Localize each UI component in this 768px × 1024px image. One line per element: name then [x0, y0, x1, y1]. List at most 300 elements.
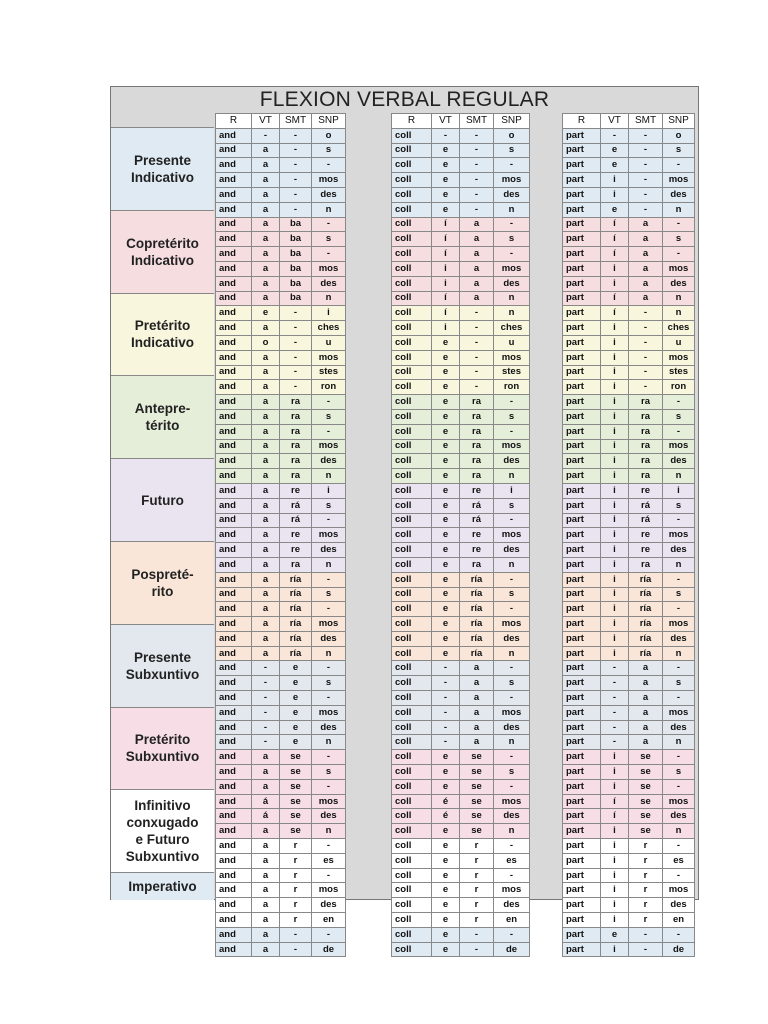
table-row — [392, 232, 530, 247]
table-row — [563, 128, 695, 143]
morpheme-cell: i — [601, 276, 629, 291]
morpheme-cell: mos — [494, 173, 530, 188]
morpheme-cell: i — [601, 765, 629, 780]
morpheme-cell: ría — [629, 617, 663, 632]
morpheme-cell: ra — [280, 454, 312, 469]
morpheme-cell: mos — [494, 261, 530, 276]
morpheme-cell: des — [312, 543, 346, 558]
morpheme-cell: - — [460, 173, 494, 188]
table-row — [563, 335, 695, 350]
morpheme-cell: a — [252, 883, 280, 898]
table-row — [563, 498, 695, 513]
table-row — [563, 942, 695, 957]
root-cell: coll — [392, 839, 432, 854]
morpheme-cell: s — [312, 498, 346, 513]
morpheme-cell: e — [432, 335, 460, 350]
morpheme-cell: ría — [280, 631, 312, 646]
morpheme-cell: r — [280, 913, 312, 928]
morpheme-cell: se — [629, 794, 663, 809]
morpheme-cell: des — [312, 631, 346, 646]
morpheme-cell: - — [601, 676, 629, 691]
root-cell: coll — [392, 691, 432, 706]
morpheme-cell: n — [494, 824, 530, 839]
table-row — [216, 750, 346, 765]
root-cell: coll — [392, 720, 432, 735]
morpheme-cell: des — [663, 454, 695, 469]
morpheme-cell: se — [460, 779, 494, 794]
morpheme-cell: ra — [460, 469, 494, 484]
morpheme-cell: s — [494, 409, 530, 424]
morpheme-cell: des — [494, 276, 530, 291]
root-cell: and — [216, 350, 252, 365]
morpheme-cell: s — [494, 143, 530, 158]
column-header: SMT — [460, 114, 494, 129]
morpheme-cell: en — [494, 913, 530, 928]
morpheme-cell: n — [494, 735, 530, 750]
root-cell: part — [563, 824, 601, 839]
root-cell: part — [563, 217, 601, 232]
morpheme-cell: e — [432, 883, 460, 898]
morpheme-cell: des — [494, 720, 530, 735]
morpheme-cell: - — [494, 691, 530, 706]
table-row — [392, 868, 530, 883]
table-row — [563, 291, 695, 306]
morpheme-cell: - — [460, 927, 494, 942]
table-row — [216, 232, 346, 247]
morpheme-cell: ra — [280, 409, 312, 424]
root-cell: part — [563, 528, 601, 543]
morpheme-cell: - — [252, 735, 280, 750]
table-row — [392, 853, 530, 868]
morpheme-cell: se — [280, 750, 312, 765]
morpheme-cell: re — [460, 528, 494, 543]
root-cell: and — [216, 261, 252, 276]
morpheme-cell: ron — [663, 380, 695, 395]
morpheme-cell: se — [460, 809, 494, 824]
root-cell: and — [216, 839, 252, 854]
morpheme-cell: u — [494, 335, 530, 350]
morpheme-cell: i — [601, 365, 629, 380]
tense-label — [111, 293, 214, 376]
root-cell: part — [563, 617, 601, 632]
root-cell: and — [216, 395, 252, 410]
morpheme-cell: ría — [629, 602, 663, 617]
morpheme-cell: i — [601, 395, 629, 410]
morpheme-cell: des — [494, 631, 530, 646]
morpheme-cell: - — [460, 143, 494, 158]
morpheme-cell: e — [432, 646, 460, 661]
morpheme-cell: - — [312, 424, 346, 439]
morpheme-cell: i — [601, 173, 629, 188]
table-row — [216, 350, 346, 365]
table-row — [563, 602, 695, 617]
table-row — [563, 187, 695, 202]
morpheme-cell: e — [432, 202, 460, 217]
morpheme-cell: a — [629, 691, 663, 706]
morpheme-cell: i — [601, 868, 629, 883]
table-row — [392, 217, 530, 232]
table-row — [563, 261, 695, 276]
table-row — [563, 158, 695, 173]
table-row — [392, 128, 530, 143]
morpheme-cell: i — [601, 631, 629, 646]
morpheme-cell: e — [432, 395, 460, 410]
morpheme-cell: - — [432, 735, 460, 750]
morpheme-cell: rá — [280, 513, 312, 528]
morpheme-cell: - — [494, 572, 530, 587]
morpheme-cell: des — [312, 809, 346, 824]
morpheme-cell: a — [252, 424, 280, 439]
morpheme-cell: i — [601, 853, 629, 868]
root-cell: part — [563, 883, 601, 898]
morpheme-cell: e — [601, 202, 629, 217]
conjugation-table-and — [215, 113, 346, 957]
morpheme-cell: r — [460, 883, 494, 898]
morpheme-cell: a — [252, 291, 280, 306]
table-row — [392, 543, 530, 558]
morpheme-cell: rá — [460, 498, 494, 513]
root-cell: coll — [392, 158, 432, 173]
root-cell: and — [216, 587, 252, 602]
table-row — [563, 469, 695, 484]
root-cell: coll — [392, 765, 432, 780]
morpheme-cell: r — [629, 853, 663, 868]
morpheme-cell: ría — [629, 631, 663, 646]
root-cell: coll — [392, 439, 432, 454]
root-cell: and — [216, 720, 252, 735]
morpheme-cell: - — [629, 306, 663, 321]
table-row — [392, 572, 530, 587]
morpheme-cell: ra — [460, 454, 494, 469]
table-row — [563, 720, 695, 735]
root-cell: coll — [392, 350, 432, 365]
root-cell: part — [563, 631, 601, 646]
morpheme-cell: e — [601, 158, 629, 173]
root-cell: coll — [392, 306, 432, 321]
morpheme-cell: e — [432, 173, 460, 188]
root-cell: and — [216, 513, 252, 528]
table-row — [392, 247, 530, 262]
root-cell: part — [563, 557, 601, 572]
morpheme-cell: a — [252, 779, 280, 794]
morpheme-cell: a — [252, 232, 280, 247]
morpheme-cell: n — [663, 646, 695, 661]
tense-label-text: Presente Subxuntivo — [125, 649, 200, 682]
root-cell: part — [563, 469, 601, 484]
morpheme-cell: i — [601, 839, 629, 854]
morpheme-cell: e — [432, 350, 460, 365]
morpheme-cell: de — [663, 942, 695, 957]
morpheme-cell: r — [460, 853, 494, 868]
morpheme-cell: i — [432, 276, 460, 291]
root-cell: and — [216, 439, 252, 454]
table-row — [216, 898, 346, 913]
morpheme-cell: e — [432, 454, 460, 469]
table-row — [392, 306, 530, 321]
morpheme-cell: a — [629, 232, 663, 247]
root-cell: coll — [392, 232, 432, 247]
column-header: R — [216, 114, 252, 129]
morpheme-cell: r — [629, 868, 663, 883]
conjugation-sheet — [110, 86, 699, 955]
morpheme-cell: a — [460, 691, 494, 706]
morpheme-cell: - — [460, 942, 494, 957]
morpheme-cell: stes — [663, 365, 695, 380]
morpheme-cell: i — [601, 824, 629, 839]
root-cell: coll — [392, 321, 432, 336]
table-row — [392, 158, 530, 173]
root-cell: part — [563, 750, 601, 765]
tense-label-text: Pospreté- rito — [131, 566, 194, 599]
table-row — [563, 483, 695, 498]
table-row — [392, 173, 530, 188]
column-header: VT — [432, 114, 460, 129]
table-row — [563, 528, 695, 543]
morpheme-cell: s — [663, 587, 695, 602]
morpheme-cell: ra — [280, 395, 312, 410]
column-header: SMT — [629, 114, 663, 129]
morpheme-cell: a — [252, 513, 280, 528]
morpheme-cell: se — [629, 824, 663, 839]
morpheme-cell: u — [663, 335, 695, 350]
tense-label-text: Copretérito Indicativo — [126, 235, 199, 268]
root-cell: and — [216, 469, 252, 484]
root-cell: coll — [392, 794, 432, 809]
morpheme-cell: des — [312, 720, 346, 735]
morpheme-cell: ra — [280, 469, 312, 484]
root-cell: and — [216, 483, 252, 498]
morpheme-cell: n — [494, 646, 530, 661]
morpheme-cell: - — [312, 691, 346, 706]
table-row — [563, 913, 695, 928]
table-row — [216, 942, 346, 957]
morpheme-cell: de — [494, 942, 530, 957]
root-cell: and — [216, 454, 252, 469]
morpheme-cell: ba — [280, 217, 312, 232]
table-row — [563, 232, 695, 247]
morpheme-cell: - — [280, 335, 312, 350]
root-cell: coll — [392, 557, 432, 572]
morpheme-cell: ba — [280, 291, 312, 306]
morpheme-cell: ría — [280, 617, 312, 632]
root-cell: and — [216, 158, 252, 173]
table-row — [563, 173, 695, 188]
table-row — [216, 587, 346, 602]
morpheme-cell: - — [663, 158, 695, 173]
morpheme-cell: s — [494, 232, 530, 247]
morpheme-cell: e — [432, 868, 460, 883]
root-cell: part — [563, 321, 601, 336]
morpheme-cell: ra — [629, 557, 663, 572]
table-row — [563, 927, 695, 942]
morpheme-cell: - — [629, 350, 663, 365]
morpheme-cell: - — [629, 158, 663, 173]
morpheme-cell: - — [460, 158, 494, 173]
morpheme-cell: - — [460, 128, 494, 143]
morpheme-cell: r — [280, 853, 312, 868]
root-cell: and — [216, 809, 252, 824]
morpheme-cell: á — [252, 794, 280, 809]
morpheme-cell: a — [629, 705, 663, 720]
table-row — [563, 617, 695, 632]
table-row — [392, 661, 530, 676]
root-cell: coll — [392, 202, 432, 217]
morpheme-cell: se — [629, 809, 663, 824]
morpheme-cell: a — [252, 498, 280, 513]
morpheme-cell: mos — [663, 439, 695, 454]
morpheme-cell: ría — [280, 572, 312, 587]
table-row — [216, 735, 346, 750]
morpheme-cell: a — [460, 720, 494, 735]
morpheme-cell: a — [252, 350, 280, 365]
morpheme-cell: des — [494, 543, 530, 558]
table-row — [392, 409, 530, 424]
morpheme-cell: - — [663, 868, 695, 883]
morpheme-cell: i — [601, 750, 629, 765]
tense-label-text: Imperativo — [128, 878, 197, 894]
morpheme-cell: a — [252, 439, 280, 454]
morpheme-cell: re — [460, 543, 494, 558]
morpheme-cell: i — [663, 483, 695, 498]
morpheme-cell: - — [280, 158, 312, 173]
table-row — [216, 720, 346, 735]
morpheme-cell: n — [663, 469, 695, 484]
morpheme-cell: s — [494, 498, 530, 513]
root-cell: coll — [392, 247, 432, 262]
table-row — [563, 853, 695, 868]
table-row — [563, 217, 695, 232]
table-row — [216, 217, 346, 232]
morpheme-cell: é — [432, 809, 460, 824]
morpheme-cell: ra — [460, 409, 494, 424]
root-cell: coll — [392, 809, 432, 824]
table-row — [563, 705, 695, 720]
morpheme-cell: n — [663, 291, 695, 306]
morpheme-cell: se — [460, 794, 494, 809]
morpheme-cell: e — [432, 143, 460, 158]
morpheme-cell: - — [601, 705, 629, 720]
table-row — [563, 409, 695, 424]
morpheme-cell: n — [312, 469, 346, 484]
morpheme-cell: r — [629, 883, 663, 898]
root-cell: and — [216, 883, 252, 898]
root-cell: coll — [392, 631, 432, 646]
morpheme-cell: e — [432, 380, 460, 395]
table-row — [392, 676, 530, 691]
morpheme-cell: - — [460, 306, 494, 321]
page-title: FLEXION VERBAL REGULAR — [259, 88, 550, 111]
column-header: VT — [252, 114, 280, 129]
root-cell: part — [563, 913, 601, 928]
morpheme-cell: a — [629, 676, 663, 691]
morpheme-cell: - — [601, 735, 629, 750]
morpheme-cell: i — [432, 321, 460, 336]
morpheme-cell: e — [432, 557, 460, 572]
morpheme-cell: e — [432, 513, 460, 528]
morpheme-cell: i — [601, 187, 629, 202]
morpheme-cell: ría — [280, 646, 312, 661]
tense-label-text: Presente Indicativo — [130, 152, 194, 185]
table-row — [392, 824, 530, 839]
morpheme-cell: e — [432, 927, 460, 942]
morpheme-cell: re — [460, 483, 494, 498]
table-row — [216, 661, 346, 676]
morpheme-cell: i — [601, 321, 629, 336]
morpheme-cell: des — [663, 276, 695, 291]
morpheme-cell: - — [629, 128, 663, 143]
root-cell: part — [563, 543, 601, 558]
root-cell: part — [563, 602, 601, 617]
table-row — [392, 469, 530, 484]
root-cell: coll — [392, 513, 432, 528]
morpheme-cell: e — [280, 691, 312, 706]
morpheme-cell: s — [312, 232, 346, 247]
morpheme-cell: e — [432, 158, 460, 173]
morpheme-cell: - — [280, 143, 312, 158]
morpheme-cell: en — [663, 913, 695, 928]
root-cell: and — [216, 380, 252, 395]
table-row — [563, 202, 695, 217]
morpheme-cell: - — [494, 158, 530, 173]
table-row — [216, 572, 346, 587]
morpheme-cell: - — [312, 839, 346, 854]
morpheme-cell: s — [663, 498, 695, 513]
table-row — [392, 557, 530, 572]
table-row — [563, 661, 695, 676]
root-cell: part — [563, 187, 601, 202]
morpheme-cell: i — [601, 469, 629, 484]
root-cell: part — [563, 809, 601, 824]
table-row — [216, 868, 346, 883]
morpheme-cell: mos — [312, 883, 346, 898]
column-header: SNP — [312, 114, 346, 129]
morpheme-cell: - — [460, 202, 494, 217]
root-cell: part — [563, 646, 601, 661]
morpheme-cell: mos — [312, 173, 346, 188]
root-cell: coll — [392, 750, 432, 765]
morpheme-cell: a — [460, 661, 494, 676]
morpheme-cell: se — [280, 809, 312, 824]
morpheme-cell: - — [494, 927, 530, 942]
morpheme-cell: a — [629, 291, 663, 306]
table-row — [563, 454, 695, 469]
morpheme-cell: - — [280, 321, 312, 336]
morpheme-cell: n — [663, 735, 695, 750]
morpheme-cell: a — [252, 868, 280, 883]
morpheme-cell: a — [252, 898, 280, 913]
root-cell: part — [563, 498, 601, 513]
root-cell: coll — [392, 735, 432, 750]
morpheme-cell: ra — [629, 395, 663, 410]
tense-label-text: Pretérito Indicativo — [130, 318, 194, 351]
morpheme-cell: - — [432, 676, 460, 691]
morpheme-cell: - — [252, 691, 280, 706]
morpheme-cell: - — [601, 720, 629, 735]
morpheme-cell: - — [663, 217, 695, 232]
table-row — [216, 824, 346, 839]
morpheme-cell: se — [460, 750, 494, 765]
morpheme-cell: ra — [629, 454, 663, 469]
morpheme-cell: í — [432, 232, 460, 247]
morpheme-cell: - — [663, 691, 695, 706]
table-row — [216, 158, 346, 173]
root-cell: and — [216, 942, 252, 957]
morpheme-cell: a — [252, 631, 280, 646]
root-cell: part — [563, 705, 601, 720]
morpheme-cell: - — [663, 750, 695, 765]
morpheme-cell: a — [252, 557, 280, 572]
root-cell: coll — [392, 824, 432, 839]
